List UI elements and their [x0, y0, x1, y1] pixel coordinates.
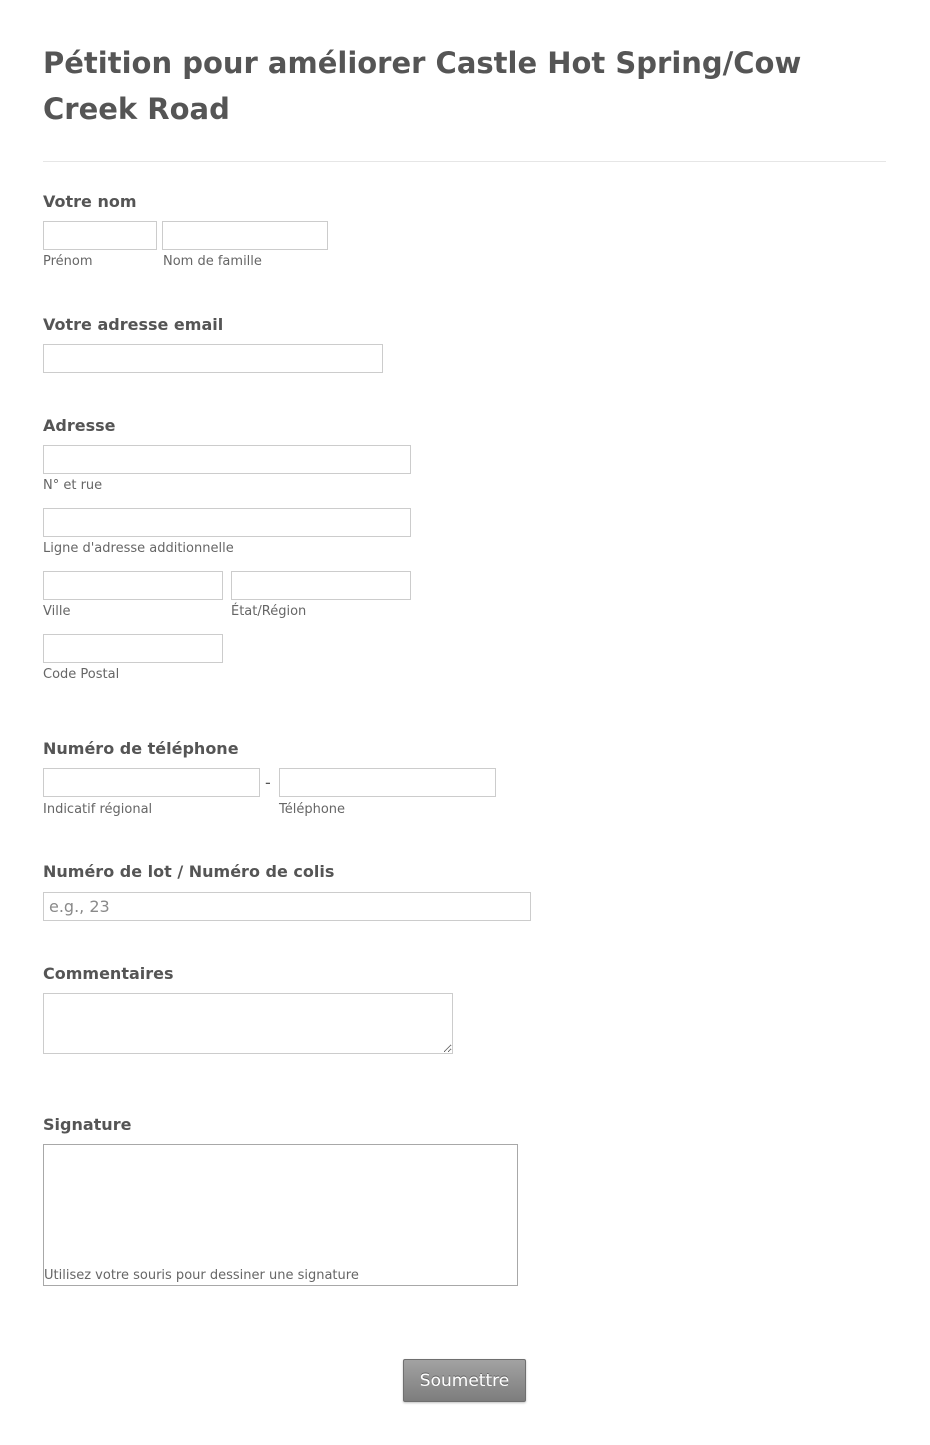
- area-code-sublabel: Indicatif régional: [43, 802, 153, 817]
- city-input[interactable]: [43, 571, 223, 600]
- street-address-input[interactable]: [43, 445, 411, 474]
- state-sublabel: État/Région: [231, 604, 307, 619]
- email-input[interactable]: [43, 344, 383, 373]
- address-label: Adresse: [43, 416, 116, 435]
- street-address-sublabel: N° et rue: [43, 478, 103, 493]
- phone-label: Numéro de téléphone: [43, 739, 239, 758]
- submit-button[interactable]: Soumettre: [403, 1359, 526, 1402]
- first-name-input[interactable]: [43, 221, 157, 250]
- street-address-line2-sublabel: Ligne d'adresse additionnelle: [43, 541, 234, 556]
- comments-label: Commentaires: [43, 964, 174, 983]
- lot-number-input[interactable]: [43, 892, 531, 921]
- postal-code-sublabel: Code Postal: [43, 667, 120, 682]
- phone-number-input[interactable]: [279, 768, 496, 797]
- signature-label: Signature: [43, 1115, 132, 1134]
- signature-pad[interactable]: [43, 1144, 518, 1286]
- signature-hint: Utilisez votre souris pour dessiner une signature: [44, 1268, 359, 1283]
- form-title: Pétition pour améliorer Castle Hot Spring/Cow Creek Road: [43, 46, 802, 126]
- name-label: Votre nom: [43, 192, 137, 211]
- last-name-input[interactable]: [162, 221, 328, 250]
- email-label: Votre adresse email: [43, 315, 224, 334]
- title-divider: [43, 161, 886, 162]
- first-name-sublabel: Prénom: [43, 254, 93, 269]
- street-address-line2-input[interactable]: [43, 508, 411, 537]
- last-name-sublabel: Nom de famille: [163, 254, 262, 269]
- comments-textarea[interactable]: [43, 993, 453, 1054]
- postal-code-input[interactable]: [43, 634, 223, 663]
- state-input[interactable]: [231, 571, 411, 600]
- phone-separator: -: [265, 773, 271, 792]
- area-code-input[interactable]: [43, 768, 260, 797]
- phone-number-sublabel: Téléphone: [279, 802, 346, 817]
- city-sublabel: Ville: [43, 604, 71, 619]
- lot-number-label: Numéro de lot / Numéro de colis: [43, 862, 335, 881]
